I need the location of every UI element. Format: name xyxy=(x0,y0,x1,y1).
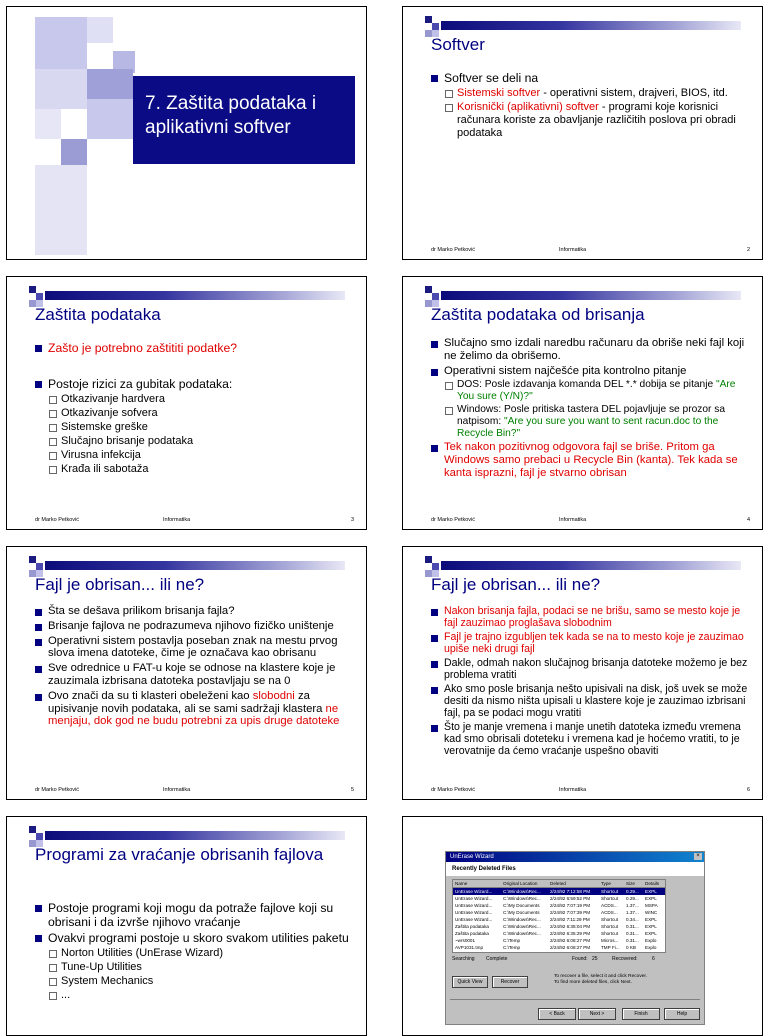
slide-title: Programi za vraćanje obrisanih fajlova xyxy=(35,845,324,864)
slide-4: Zaštita podataka od brisanja Slučajno smo izdali naredbu računaru da obriše neki fajl koji ne želimo da obrišemo. Operativni sistem najčešće pita kontrolno pitanje DOS: Posle izdavanja komanda DEL *.* dobija se pitanje "Are You sure (Y/N)?" Windows: Posle pritiska tastera DEL pojavljuje se prozor sa natpisom: "Are you sure you want to sent racun.doc to the Recycle Bin?" Tek nakon pozitivnog odgovora fajl se briše. Pritom ga Windows samo prebaci u Recycle Bin (kanta). Tek kada se kanta isprazni, fajl je stvarno obrisan dr Marko Petković Informatika 4 xyxy=(402,276,763,530)
sub-bullet: Slučajno brisanje podataka xyxy=(47,435,356,448)
bullet: Postoje rizici za gubitak podataka: xyxy=(35,377,356,391)
close-icon[interactable]: × xyxy=(694,853,702,860)
bullet: Zašto je potrebno zaštititi podatke? xyxy=(35,341,356,355)
sub-bullet: System Mechanics xyxy=(47,975,356,988)
bullet: Postoje programi koji mogu da potraže fajlove koji su obrisani i da izvrše njihovo vraćanje xyxy=(35,901,356,929)
slide-1 xyxy=(6,6,367,260)
sub-bullet: Sistemski softver - operativni sistem, drajveri, BIOS, itd. xyxy=(443,87,752,100)
bullet: Šta se dešava prilikom brisanja fajla? xyxy=(35,605,356,618)
table-row[interactable]: UnErase Wizard... C:\My Documents 2/24/92 7:07:19 PM ACDS... 1.37... MSPA xyxy=(455,903,658,908)
next-button[interactable]: Next > xyxy=(578,1008,616,1020)
deco-square xyxy=(87,99,133,139)
slide-content xyxy=(431,71,752,141)
bullet: Ovakvi programi postoje u skoro svakom utilities paketu xyxy=(35,931,356,945)
bullet: Slučajno smo izdali naredbu računaru da obriše neki fajl koji ne želimo da obrišemo. xyxy=(431,337,752,363)
sub-bullet: Tune-Up Utilities xyxy=(47,961,356,974)
slide-content xyxy=(35,341,356,477)
bullet: Ako smo posle brisanja nešto upisivali na disk, još uvek se može desiti da nismo ništa upisali u klastere koje je zauzimao izbrisani fajl, pa se podaci mogu vratiti xyxy=(431,683,752,719)
deco-square xyxy=(35,17,87,69)
table-row[interactable]: UnErase Wizard... C:\My Documents 2/24/92 7:07:39 PM ACDS... 1.37... WINC xyxy=(455,910,658,915)
sub-bullet: Otkazivanje hardvera xyxy=(47,393,356,406)
bullet: Brisanje fajlova ne podrazumeva njihovo fizičko uništenje xyxy=(35,620,356,633)
deco-square xyxy=(35,109,61,139)
bullet: Softver se deli na xyxy=(431,71,752,85)
help-button[interactable]: Help xyxy=(664,1008,700,1020)
unerase-wizard-window: UnErase Wizard × Recently Deleted Files Name Original Location Deleted Type Size Details UnErase Wizard... C:\Windows\Rec... 2/24/92 7:12:58 PM Shortcut 0.29... EXPL UnErase Wizard... C:\Windows\Rec... 2/24/92 6:59:52 PM Shortcut 0.29... EXPL UnErase Wizard... C:\My Documents 2/24/92 7:07:19 PM ACDS... 1.37... MSPA UnErase Wizard... C:\My Documents 2/24/92 7:07:39 PM ACDS... 1.37... WINC UnErase Wizard... C:\Windows\Rec... 2/24/92 7:11:29 PM Shortcut 0.34... EXPL Zaštita podataka C:\Windows\Rec... 2/24/92 6:35:04 PM Shortcut 0.31... EXPL Zaštita podataka C:\Windows\Rec... 2/24/92 6:35:29 PM Shortcut 0.31... EXPL ~wrs0001 C:\Temp 2/24/92 6:08:27 PM Micros... 0.31... Explo AVP1031.tmp C:\Temp 2/24/92 6:08:27 PM TMP Fi... 0 KB Explo Searching Complete Found: 25 Recovered: 6 Quick View Recover To recover a file, select it and click Recover. To find more deleted files, click Next. < Back Next > Finish Help xyxy=(445,851,705,1025)
sub-bullet: Windows: Posle pritiska tastera DEL pojavljuje se prozor sa natpisom: "Are you sure you want to sent racun.doc to the Recycle Bin?" xyxy=(443,404,752,440)
table-row[interactable]: UnErase Wizard... C:\Windows\Rec... 2/24/92 7:11:29 PM Shortcut 0.34... EXPL xyxy=(455,917,657,922)
bullet: Što je manje vremena i manje unetih datoteka između vremena kad smo obrisali doteteku i vremena kad je hoćemo vratiti, to je verovatnije da ćemo vraćanje uspešno obaviti xyxy=(431,721,752,757)
slide-title: Fajl je obrisan... ili ne? xyxy=(35,575,205,594)
finish-button[interactable]: Finish xyxy=(622,1008,660,1020)
bullet: Nakon brisanja fajla, podaci se ne brišu, samo se mesto koje je fajl zauzimao proglašava slobodnim xyxy=(431,605,752,629)
deco-square xyxy=(87,69,133,99)
slide-5: Fajl je obrisan... ili ne? Šta se dešava prilikom brisanja fajla? Brisanje fajlova ne podrazumeva njihovo fizičko uništenje Operativni sistem postavlja poseban znak na mestu prvog slova imena datoteke, čime je označava kao obrisanu Sve odrednice u FAT-u koje se odnose na klastere koje je zauzimala izbrisana datoteka postavljaju se na 0 Ovo znači da su ti klasteri obeleženi kao slobodni za upisivanje novih podataka, ali se sami sadržaji klastera ne menjaju, dok god ne budu potrebni za upis druge datoteke dr Marko Petković Informatika 5 xyxy=(6,546,367,800)
divider xyxy=(450,999,700,1000)
sub-bullet: DOS: Posle izdavanja komanda DEL *.* dobija se pitanje "Are You sure (Y/N)?" xyxy=(443,379,752,403)
slide-content xyxy=(431,605,752,759)
sub-bullet: Sistemske greške xyxy=(47,421,356,434)
slide-title: Softver xyxy=(431,35,485,54)
deco-square xyxy=(35,165,87,255)
sub-bullet: Virusna infekcija xyxy=(47,449,356,462)
instructions: To recover a file, select it and click Recover. To find more deleted files, click Next. xyxy=(554,974,648,985)
bullet: Tek nakon pozitivnog odgovora fajl se briše. Pritom ga Windows samo prebaci u Recycle Bin (kanta). Tek kada se kanta isprazni, fajl je stvarno obrisan xyxy=(431,441,752,479)
sub-bullet: Otkazivanje sofvera xyxy=(47,407,356,420)
sub-bullet: Norton Utilities (UnErase Wizard) xyxy=(47,947,356,960)
table-row[interactable]: AVP1031.tmp C:\Temp 2/24/92 6:08:27 PM TMP Fi... 0 KB Explo xyxy=(455,945,657,950)
slide-title: Zaštita podataka xyxy=(35,305,161,324)
sub-bullet: ... xyxy=(47,989,356,1002)
slide-title: Zaštita podataka od brisanja xyxy=(431,305,645,324)
slide-8 xyxy=(402,816,763,1036)
sub-bullet: Krađa ili sabotaža xyxy=(47,463,356,476)
slide-7 xyxy=(6,816,367,1036)
back-button[interactable]: < Back xyxy=(538,1008,576,1020)
slide-3: Zaštita podataka Zašto je potrebno zaštititi podatke? Postoje rizici za gubitak podataka: Otkazivanje hardvera Otkazivanje sofvera Sistemske greške Slučajno brisanje podataka Virusna infekcija Krađa ili sabotaža dr Marko Petković Informatika 3 xyxy=(6,276,367,530)
bullet: Fajl je trajno izgubljen tek kada se na to mesto koje je zauzimao upiše neki drugi fajl xyxy=(431,631,752,655)
bullet: Operativni sistem postavlja poseban znak na mestu prvog slova imena datoteke, čime je označava kao obrisanu xyxy=(35,635,356,661)
table-row[interactable]: UnErase Wizard... C:\Windows\Rec... 2/24/92 6:59:52 PM Shortcut 0.29... EXPL xyxy=(455,896,657,901)
table-row[interactable]: ~wrs0001 C:\Temp 2/24/92 6:08:27 PM Micros... 0.31... Explo xyxy=(455,938,657,943)
slide-6: Fajl je obrisan... ili ne? Nakon brisanja fajla, podaci se ne brišu, samo se mesto koje je fajl zauzimao proglašava slobodnim Fajl je trajno izgubljen tek kada se na to mesto koje je zauzimao upiše neki drugi fajl Dakle, odmah nakon slučajnog brisanja datoteke možemo je bez problema vratiti Ako smo posle brisanja nešto upisivali na disk, još uvek se može desiti da nismo ništa upisali u klastere koje je zauzimao izbrisani fajl, pa se podaci mogu vratiti Što je manje vremena i manje unetih datoteka između vremena kad smo obrisali doteteku i vremena kad je hoćemo vratiti, to je verovatnije da ćemo vraćanje uspešno obaviti dr Marko Petković Informatika 6 xyxy=(402,546,763,800)
deco-square xyxy=(35,69,87,109)
wizard-heading: Recently Deleted Files xyxy=(446,862,704,876)
window-titlebar: UnErase Wizard × xyxy=(446,852,704,862)
list-header: Name Original Location Deleted Type Size Details xyxy=(453,880,665,888)
table-row[interactable]: UnErase Wizard... C:\Windows\Rec... 2/24/92 7:12:58 PM Shortcut 0.29... EXPL xyxy=(453,888,665,895)
slide-content xyxy=(431,337,752,482)
slide-content xyxy=(35,901,356,1003)
bullet: Operativni sistem najčešće pita kontrolno pitanje xyxy=(431,365,752,378)
quick-view-button[interactable]: Quick View xyxy=(452,976,488,988)
slide-content xyxy=(35,605,356,730)
deco-square xyxy=(61,139,87,165)
bullet: Ovo znači da su ti klasteri obeleženi kao slobodni za upisivanje novih podataka, ali se sami sadržaji klastera ne menjaju, dok god ne budu potrebni za upis druge datoteke xyxy=(35,690,356,728)
table-row[interactable]: Zaštita podataka C:\Windows\Rec... 2/24/92 6:35:29 PM Shortcut 0.31... EXPL xyxy=(455,931,657,936)
deco-square xyxy=(87,17,113,43)
title-slide-heading: 7. Zaštita podataka i aplikativni softver xyxy=(133,76,355,164)
bullet: Sve odrednice u FAT-u koje se odnose na klastere koje je zauzimala izbrisana datoteka postavljaju se na 0 xyxy=(35,662,356,688)
slide-title: Fajl je obrisan... ili ne? xyxy=(431,575,601,594)
sub-bullet: Korisnički (aplikativni) softver - programi koje korisnici računara koriste za obavljanje različitih poslova pri obradi podataka xyxy=(443,101,752,140)
slide-2: Softver Softver se deli na Sistemski softver - operativni sistem, drajveri, BIOS, itd. Korisnički (aplikativni) softver - programi koje korisnici računara koriste za obavljanje različitih poslova pri obradi podataka dr Marko Petković Informatika 2 xyxy=(402,6,763,260)
table-row[interactable]: Zaštita podataka C:\Windows\Rec... 2/24/92 6:35:04 PM Shortcut 0.31... EXPL xyxy=(455,924,657,929)
recover-button[interactable]: Recover xyxy=(492,976,528,988)
deleted-files-list[interactable] xyxy=(452,879,666,953)
bullet: Dakle, odmah nakon slučajnog brisanja datoteke možemo je bez problema vratiti xyxy=(431,657,752,681)
